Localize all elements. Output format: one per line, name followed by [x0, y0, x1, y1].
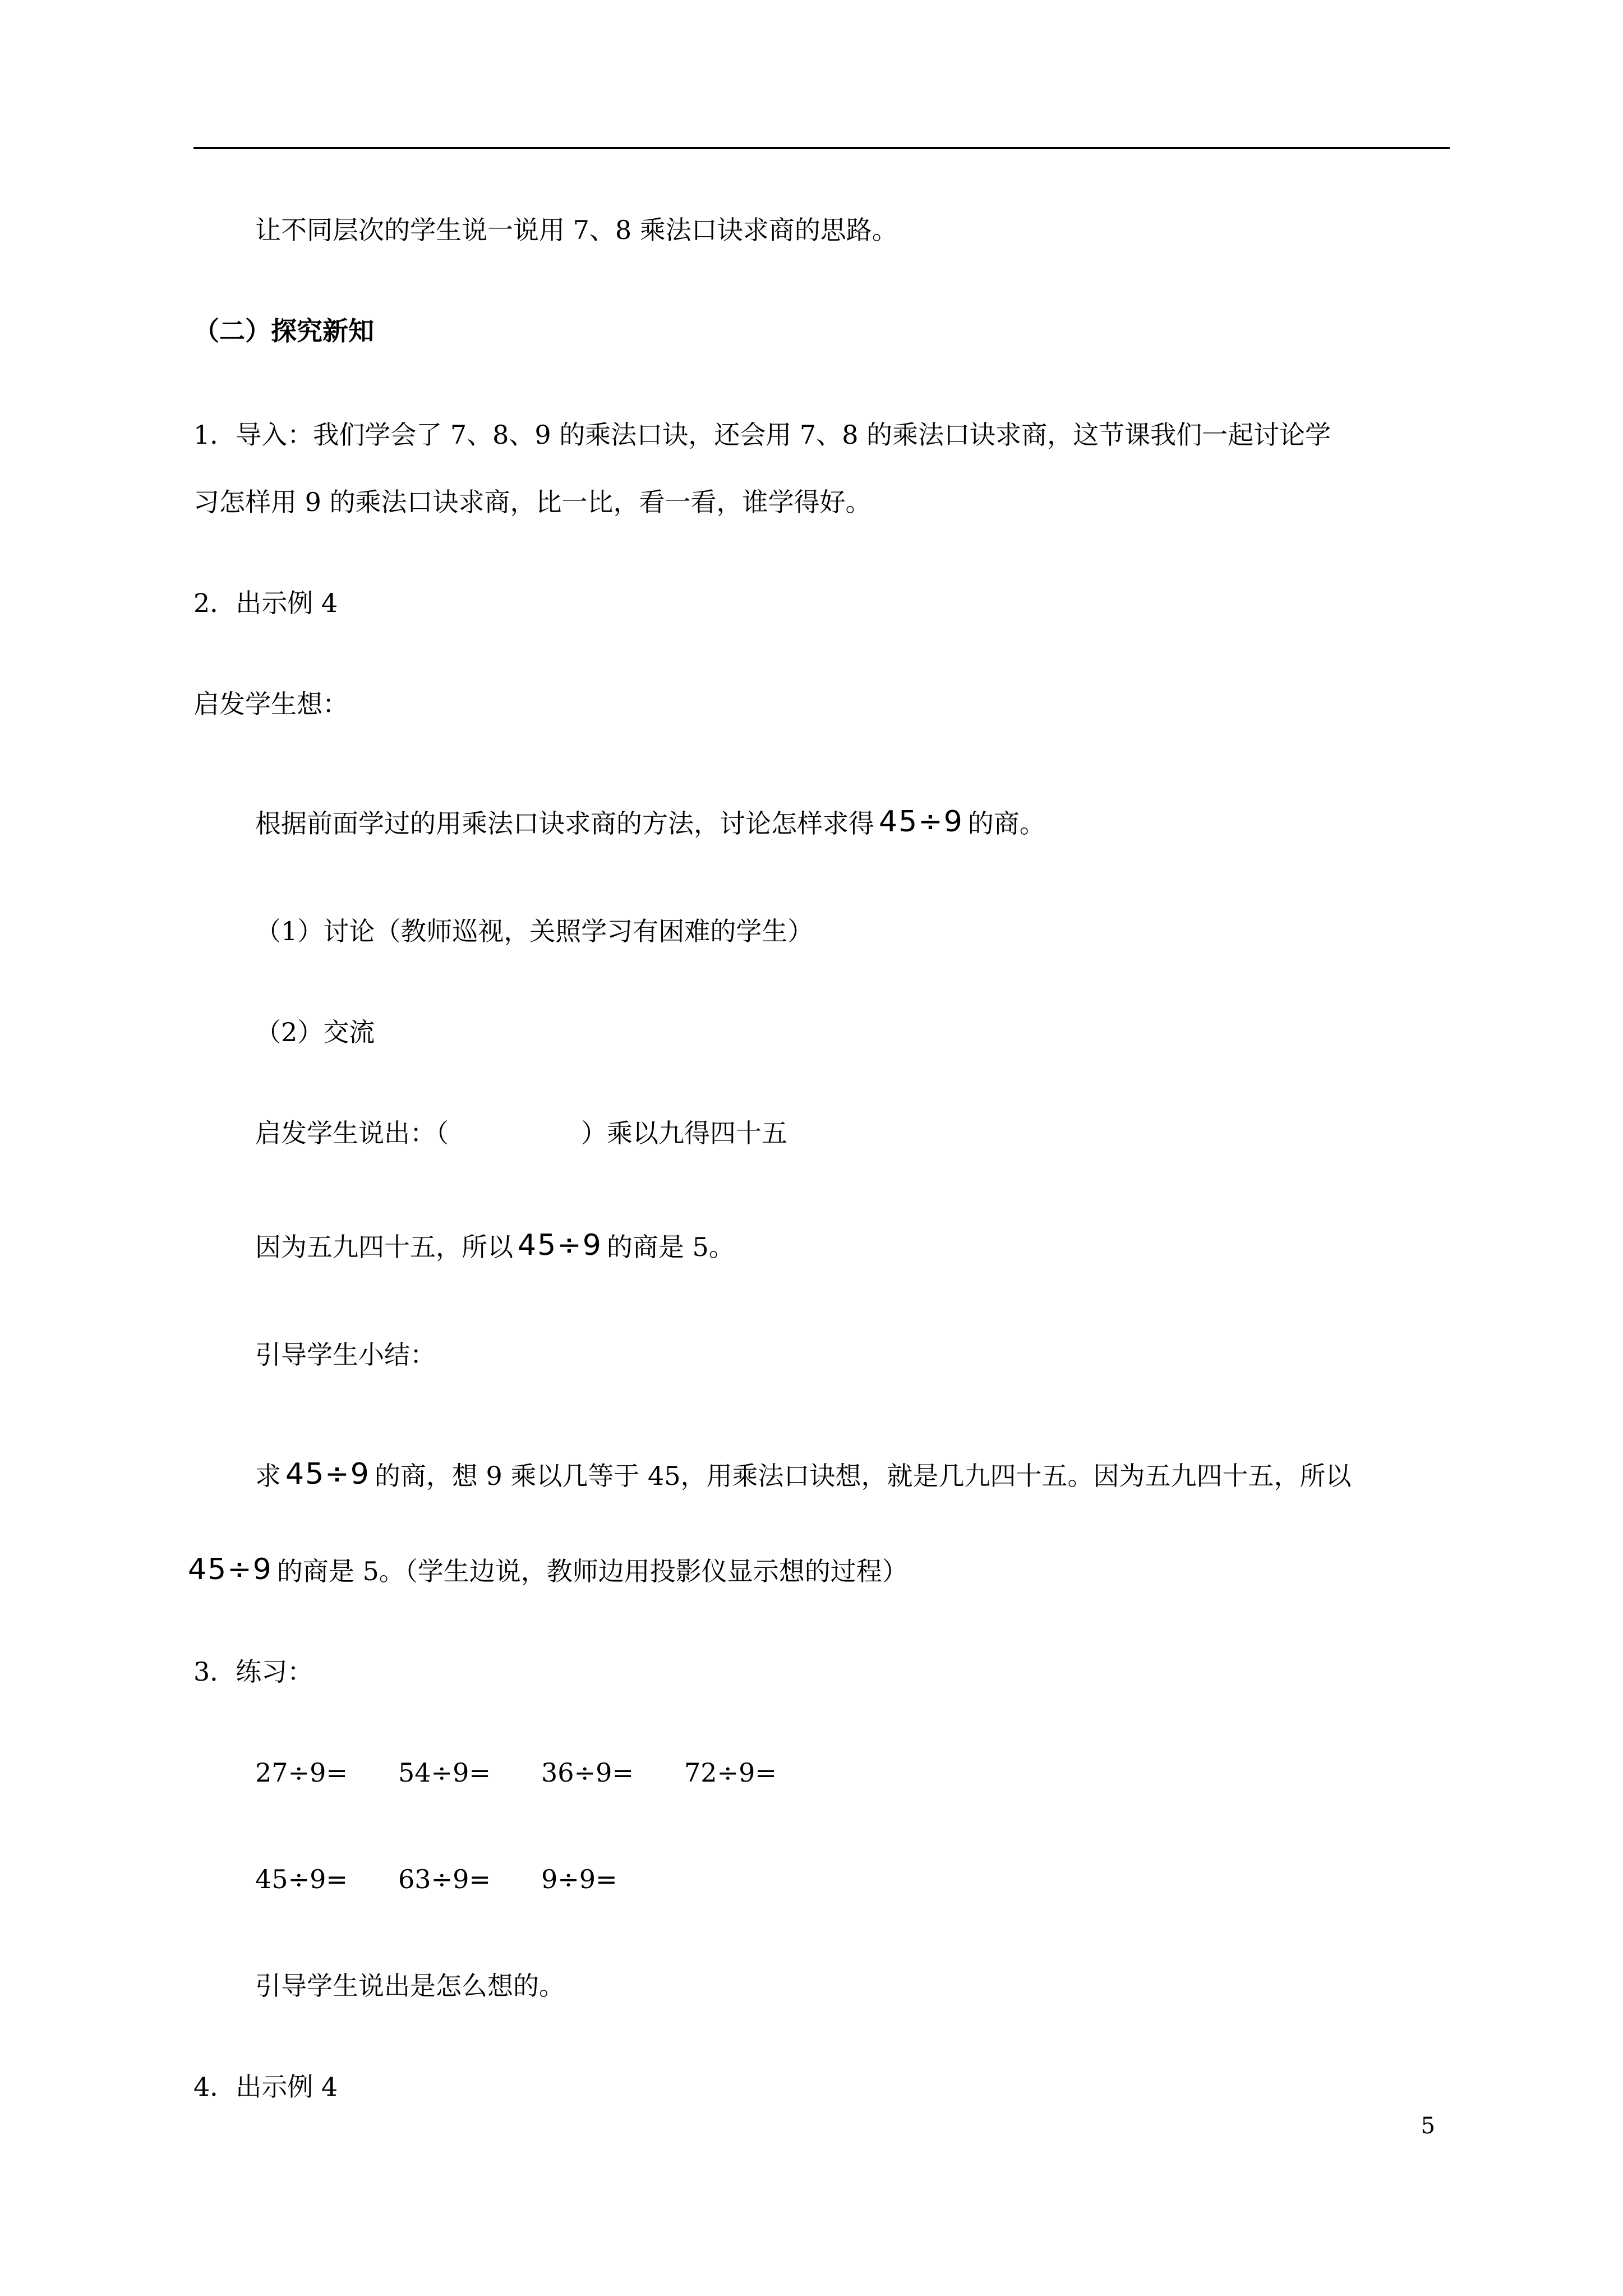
- method-text-pre: 根据前面学过的用乘法口诀求商的方法，讨论怎样求得: [255, 808, 874, 839]
- discuss-step: （1）讨论（教师巡视，关照学习有困难的学生）: [255, 916, 814, 946]
- exercise-item: 9÷9=: [541, 1864, 617, 1894]
- math-expression: 45÷9: [188, 1553, 273, 1586]
- math-expression: 45÷9: [285, 1457, 370, 1491]
- item2-example: 2．出示例 4: [193, 588, 338, 618]
- page-number: 5: [1421, 2113, 1435, 2139]
- exchange-step: （2）交流: [255, 1017, 375, 1047]
- exercise-item: 72÷9=: [684, 1757, 777, 1788]
- because-text-post: 的商是 5。: [606, 1232, 735, 1262]
- ask-text-pre: 求: [255, 1461, 281, 1491]
- method-paragraph: [255, 805, 1045, 840]
- because-sentence: [255, 1228, 735, 1264]
- method-text-post: 的商。: [967, 808, 1045, 839]
- section-heading: （二）探究新知: [193, 316, 374, 346]
- exercise-item: 63÷9=: [398, 1864, 491, 1894]
- result-text: 的商是 5。（学生边说，教师边用投影仪显示想的过程）: [276, 1556, 908, 1586]
- say-prompt: [255, 1116, 787, 1150]
- header-rule: [193, 147, 1450, 149]
- exercise-item: 27÷9=: [255, 1757, 348, 1788]
- summary-line-2: [188, 1553, 908, 1588]
- math-expression: 45÷9: [879, 805, 963, 839]
- intro-line-2: 习怎样用 9 的乘法口诀求商，比一比，看一看，谁学得好。: [193, 487, 872, 517]
- summary-label: 引导学生小结：: [255, 1340, 436, 1370]
- inspire-label: 启发学生想：: [193, 689, 348, 719]
- say-text-pre: 启发学生说出：（: [255, 1118, 449, 1148]
- exercise-item: 45÷9=: [255, 1864, 348, 1894]
- item4-example: 4．出示例 4: [193, 2072, 338, 2102]
- because-text-pre: 因为五九四十五，所以: [255, 1232, 513, 1262]
- ask-text-post: 的商，想 9 乘以几等于 45，用乘法口诀想，就是几九四十五。因为五九四十五，所以: [374, 1461, 1352, 1491]
- say-text-post: ）乘以九得四十五: [581, 1118, 787, 1148]
- exercise-item: 36÷9=: [541, 1757, 634, 1788]
- guide-think: 引导学生说出是怎么想的。: [255, 1971, 565, 2001]
- math-expression: 45÷9: [518, 1228, 602, 1262]
- intro-line-1: 1．导入：我们学会了 7、8、9 的乘法口诀，还会用 7、8 的乘法口诀求商，这节课我们一起讨论学: [193, 420, 1331, 450]
- item3-practice: 3．练习：: [193, 1657, 313, 1687]
- paragraph-thinking: 让不同层次的学生说一说用 7、8 乘法口诀求商的思路。: [255, 215, 898, 245]
- exercise-item: 54÷9=: [398, 1757, 491, 1788]
- summary-line-1: [255, 1457, 1352, 1493]
